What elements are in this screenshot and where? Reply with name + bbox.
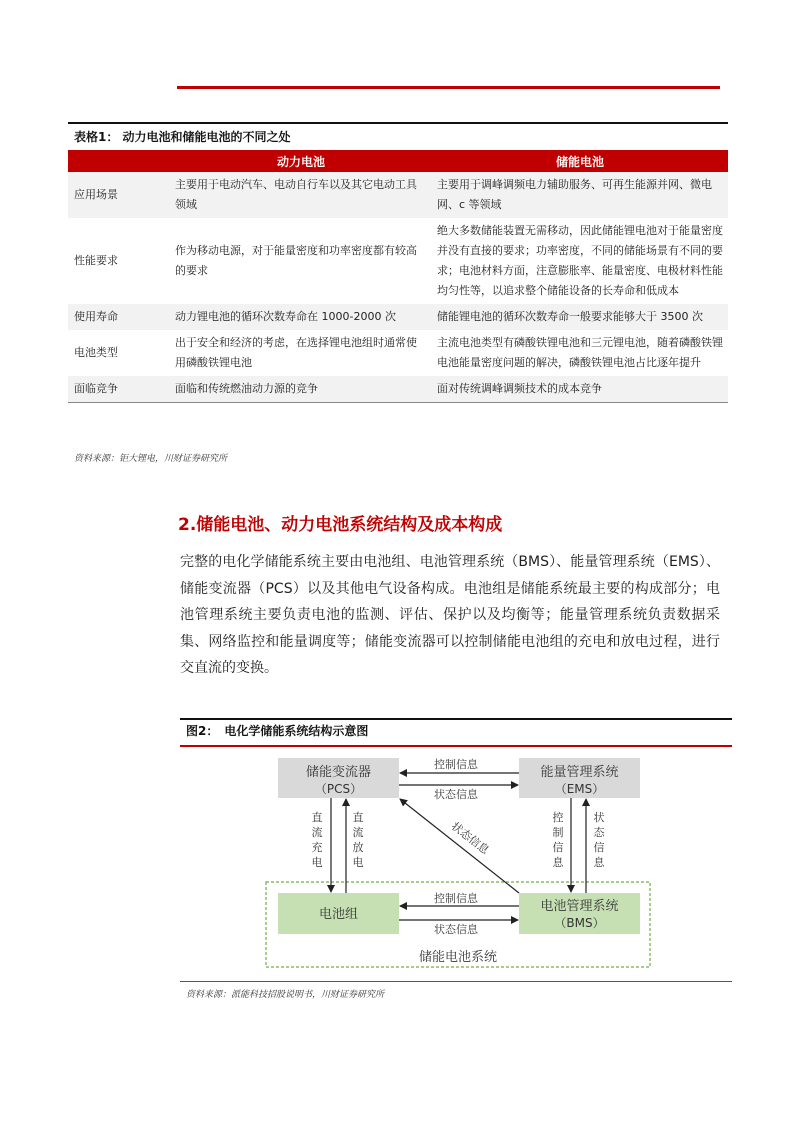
section-paragraph: 完整的电化学储能系统主要由电池组、电池管理系统（BMS）、能量管理系统（EMS）、储能变流器（PCS）以及其他电气设备构成。电池组是储能系统最主要的构成部分；电池管理系统主要负责电池的监测、评估、保护以及均衡等；能量管理系统负责数据采集、网络监控和能量调度等；储能变流器可以控制储能电池组的充电和放电过程，进行交直流的变换。 xyxy=(180,554,720,676)
table-source: 资料来源：钜大锂电，川财证券研究所 xyxy=(74,454,228,464)
dc-charge-label: 直流充电 xyxy=(311,811,323,869)
comparison-table xyxy=(68,150,728,403)
power-battery-cell: 出于安全和经济的考虑，在选择锂电池组时通常使用磷酸铁锂电池 xyxy=(175,336,417,369)
row-label: 面临竞争 xyxy=(68,376,170,403)
table-row xyxy=(68,330,728,376)
storage-battery-cell: 储能锂电池的循环次数寿命一般要求能够大于 3500 次 xyxy=(432,304,728,330)
comparison-table-block xyxy=(68,122,728,403)
bms-abbr: （BMS） xyxy=(554,916,605,930)
table-header-row xyxy=(68,150,728,172)
storage-system-diagram xyxy=(180,745,732,977)
figure-header xyxy=(180,718,732,747)
row-label: 使用寿命 xyxy=(68,304,170,330)
power-battery-cell: 动力锂电池的循环次数寿命在 1000-2000 次 xyxy=(170,304,432,330)
ems-bms-control-label: 控制信息 xyxy=(552,811,564,869)
battery-bms-control-label: 控制信息 xyxy=(434,892,478,905)
pcs-abbr: （PCS） xyxy=(314,782,363,796)
header-rule xyxy=(177,86,720,89)
battery-label: 电池组 xyxy=(318,907,359,922)
figure-source: 资料来源：派能科技招股说明书，川财证券研究所 xyxy=(186,990,385,1000)
ems-abbr: （EMS） xyxy=(554,782,605,796)
pcs-ems-control-label: 控制信息 xyxy=(434,758,478,771)
ems-bms-status-label: 状态信息 xyxy=(593,811,605,869)
table-row xyxy=(68,172,728,218)
pcs-name: 储能变流器 xyxy=(305,765,372,780)
storage-battery-cell: 绝大多数储能装置无需移动，因此储能锂电池对于能量密度并没有直接的要求；功率密度，不同的储能场景有不同的要求；电池材料方面，注意膨胀率、能量密度、电极材料性能均匀性等，以追求整个储能设备的长寿命和低成本 xyxy=(437,224,723,297)
header-cell-blank xyxy=(68,150,170,172)
bms-name: 电池管理系统 xyxy=(540,899,619,914)
storage-battery-cell: 面对传统调峰调频技术的成本竞争 xyxy=(432,376,728,403)
dc-discharge-label: 直流放电 xyxy=(352,811,364,869)
power-battery-cell: 面临和传统燃油动力源的竞争 xyxy=(170,376,432,403)
row-label: 应用场景 xyxy=(68,172,170,218)
power-battery-cell: 作为移动电源，对于能量密度和功率密度都有较高的要求 xyxy=(175,244,417,277)
figure-source-rule xyxy=(180,981,732,982)
storage-battery-cell: 主流电池类型有磷酸铁锂电池和三元锂电池，随着磷酸铁锂电池能量密度问题的解决，磷酸铁锂电池占比逐年提升 xyxy=(437,336,723,369)
bms-to-pcs-arrow xyxy=(400,799,519,893)
row-label: 电池类型 xyxy=(74,346,118,359)
ems-name: 能量管理系统 xyxy=(540,765,619,780)
table-row xyxy=(68,218,728,304)
table-row xyxy=(68,304,728,330)
battery-bms-status-label: 状态信息 xyxy=(434,923,478,936)
pcs-ems-status-label: 状态信息 xyxy=(434,788,478,801)
table-title: 表格1： 动力电池和储能电池的不同之处 xyxy=(74,130,291,144)
bms-pcs-status-label: 状态信息 xyxy=(448,819,492,857)
table-row xyxy=(68,376,728,403)
storage-battery-cell: 主要用于调峰调频电力辅助服务、可再生能源并网、微电网、c 等领域 xyxy=(432,172,728,218)
section-title: 2.储能电池、动力电池系统结构及成本构成 xyxy=(178,515,503,535)
header-cell-storage-battery: 储能电池 xyxy=(432,150,728,172)
system-label: 储能电池系统 xyxy=(418,950,498,965)
power-battery-cell: 主要用于电动汽车、电动自行车以及其它电动工具领域 xyxy=(170,172,432,218)
header-cell-power-battery: 动力电池 xyxy=(170,150,432,172)
row-label: 性能要求 xyxy=(74,254,118,267)
figure-title: 图2： 电化学储能系统结构示意图 xyxy=(186,724,369,738)
